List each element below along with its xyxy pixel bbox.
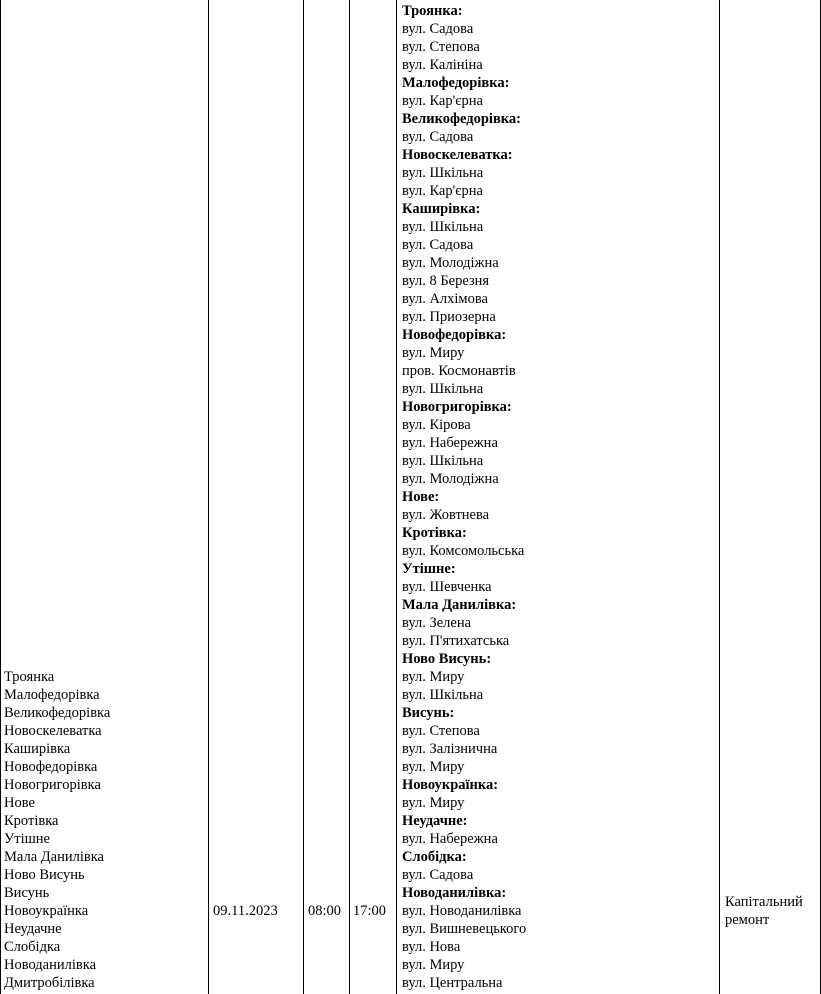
settlement-item: Слобідка <box>4 939 61 955</box>
village-heading: Утішне: <box>402 561 456 577</box>
work-type-line: ремонт <box>725 912 770 928</box>
column-border <box>349 0 350 994</box>
column-border <box>0 0 1 994</box>
column-border <box>208 0 209 994</box>
street-item: вул. Шкільна <box>402 687 484 703</box>
street-item: вул. Молодіжна <box>402 471 499 487</box>
village-heading: Новогригорівка: <box>402 399 512 415</box>
street-item: вул. Шкільна <box>402 453 484 469</box>
village-heading: Кротівка: <box>402 525 467 541</box>
settlement-item: Троянка <box>4 669 55 685</box>
street-item: вул. Новоданилівка <box>402 903 522 919</box>
street-item: вул. Миру <box>402 957 465 973</box>
village-heading: Каширівка: <box>402 201 481 217</box>
street-item: вул. Степова <box>402 723 480 739</box>
column-border <box>303 0 304 994</box>
settlement-item: Дмитробілівка <box>4 975 95 991</box>
settlements-cell <box>4 668 110 992</box>
settlement-item: Каширівка <box>4 741 71 757</box>
village-heading: Троянка: <box>402 3 463 19</box>
street-item: вул. Нова <box>402 939 461 955</box>
street-item: пров. Космонавтів <box>402 363 516 379</box>
street-item: вул. Садова <box>402 867 474 883</box>
column-border <box>396 0 397 994</box>
street-item: вул. Садова <box>402 21 474 37</box>
village-heading: Мала Данилівка: <box>402 597 517 613</box>
settlement-item: Неудачне <box>4 921 62 937</box>
street-item: вул. Садова <box>402 237 474 253</box>
village-heading: Ново Висунь: <box>402 651 492 667</box>
street-item: вул. Алхімова <box>402 291 488 307</box>
end-time-cell: 17:00 <box>353 903 387 919</box>
street-item: вул. Миру <box>402 669 465 685</box>
settlement-item: Мала Данилівка <box>4 849 104 865</box>
streets-cell <box>402 2 526 992</box>
street-item: вул. Миру <box>402 345 465 361</box>
street-item: вул. Набережна <box>402 435 498 451</box>
street-item: вул. Шкільна <box>402 219 484 235</box>
settlement-item: Кротівка <box>4 813 59 829</box>
street-item: вул. Залізнична <box>402 741 498 757</box>
street-item: вул. Шевченка <box>402 579 492 595</box>
settlement-item: Малофедорівка <box>4 687 100 703</box>
start-time-cell: 08:00 <box>308 903 342 919</box>
street-item: вул. Кірова <box>402 417 471 433</box>
street-item: вул. П'ятихатська <box>402 633 510 649</box>
village-heading: Новоукраїнка: <box>402 777 499 793</box>
street-item: вул. Вишневецького <box>402 921 527 937</box>
settlement-item: Новоукраїнка <box>4 903 89 919</box>
street-item: вул. Миру <box>402 795 465 811</box>
settlement-item: Утішне <box>4 831 50 847</box>
street-item: вул. Молодіжна <box>402 255 499 271</box>
date-cell: 09.11.2023 <box>213 903 278 919</box>
settlement-item: Висунь <box>4 885 50 901</box>
settlement-item: Новоданилівка <box>4 957 97 973</box>
settlement-item: Нове <box>4 795 35 811</box>
street-item: вул. Миру <box>402 759 465 775</box>
work-type-cell <box>725 893 803 929</box>
village-heading: Новоскелеватка: <box>402 147 513 163</box>
village-heading: Великофедорівка: <box>402 111 522 127</box>
village-heading: Новофедорівка: <box>402 327 507 343</box>
column-border <box>719 0 720 994</box>
village-heading: Малофедорівка: <box>402 75 510 91</box>
street-item: вул. Комсомольська <box>402 543 525 559</box>
street-item: вул. Шкільна <box>402 165 484 181</box>
settlement-item: Ново Висунь <box>4 867 85 883</box>
street-item: вул. Калініна <box>402 57 483 73</box>
street-item: вул. Центральна <box>402 975 503 991</box>
street-item: вул. Шкільна <box>402 381 484 397</box>
street-item: вул. Кар'єрна <box>402 183 483 199</box>
village-heading: Слобідка: <box>402 849 467 865</box>
street-item: вул. Набережна <box>402 831 498 847</box>
street-item: вул. Зелена <box>402 615 472 631</box>
settlement-item: Новоскелеватка <box>4 723 102 739</box>
village-heading: Неудачне: <box>402 813 468 829</box>
settlement-item: Новогригорівка <box>4 777 101 793</box>
village-heading: Нове: <box>402 489 440 505</box>
street-item: вул. Кар'єрна <box>402 93 483 109</box>
village-heading: Новоданилівка: <box>402 885 507 901</box>
street-item: вул. Садова <box>402 129 474 145</box>
street-item: вул. Приозерна <box>402 309 496 325</box>
street-item: вул. Степова <box>402 39 480 55</box>
village-heading: Висунь: <box>402 705 455 721</box>
street-item: вул. Жовтнева <box>402 507 490 523</box>
work-type-line: Капітальний <box>725 894 803 910</box>
street-item: вул. 8 Березня <box>402 273 490 289</box>
settlement-item: Великофедорівка <box>4 705 111 721</box>
settlement-item: Новофедорівка <box>4 759 98 775</box>
